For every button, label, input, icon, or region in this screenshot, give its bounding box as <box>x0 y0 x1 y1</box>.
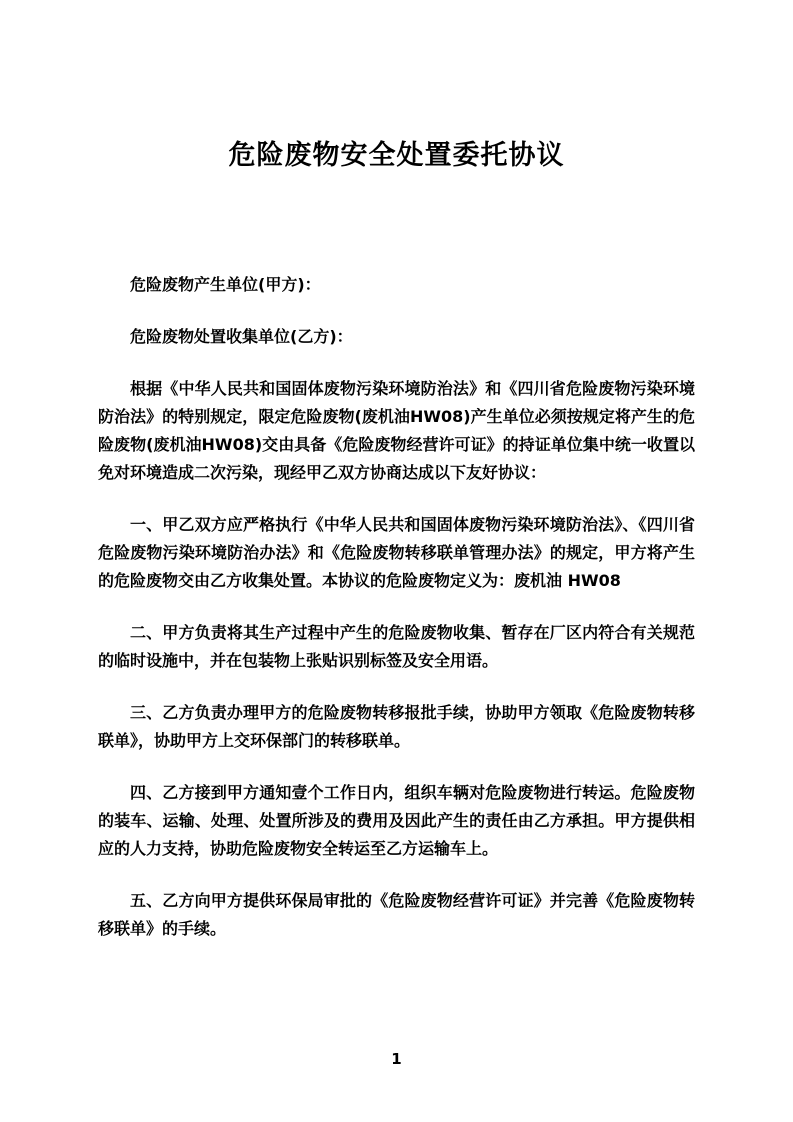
clause-1: 一、甲乙双方应严格执行《中华人民共和国固体废物污染环境防治法》、《四川省危险废物污染环境防治办法》和《危险废物转移联单管理办法》的规定，甲方将产生的危险废物交由乙方收集处置。本协议的危险废物定义为：废机油 HW08 <box>98 515 695 590</box>
clause-4: 四、乙方接到甲方通知壹个工作日内，组织车辆对危险废物进行转运。危险废物的装车、运输、处理、处置所涉及的费用及因此产生的责任由乙方承担。甲方提供相应的人力支持，协助危险废物安全转运至乙方运输车上。 <box>98 783 695 858</box>
document-title: 危险废物安全处置委托协议 <box>228 140 565 171</box>
clause-5: 五、乙方向甲方提供环保局审批的《危险废物经营许可证》并完善《危险废物转移联单》的手续。 <box>98 891 695 938</box>
clause-2: 二、甲方负责将其生产过程中产生的危险废物收集、暂存在厂区内符合有关规范的临时设施中，并在包装物上张贴识别标签及安全用语。 <box>98 623 695 670</box>
party-b-line: 危险废物处置收集单位(乙方)： <box>130 327 353 346</box>
page-number: 1 <box>391 1050 402 1068</box>
party-a-line: 危险废物产生单位(甲方)： <box>130 275 321 294</box>
preamble-paragraph: 根据《中华人民共和国固体废物污染环境防治法》和《四川省危险废物污染环境防治法》的特别规定，限定危险废物(废机油HW08)产生单位必须按规定将产生的危险废物(废机油HW08)交由具备《危险废物经营许可证》的持证单位集中统一收置以免对环境造成二次污染，现经甲乙双方协商达成以下友好协议： <box>98 379 695 482</box>
clause-3: 三、乙方负责办理甲方的危险废物转移报批手续，协助甲方领取《危险废物转移联单》，协助甲方上交环保部门的转移联单。 <box>98 703 695 750</box>
